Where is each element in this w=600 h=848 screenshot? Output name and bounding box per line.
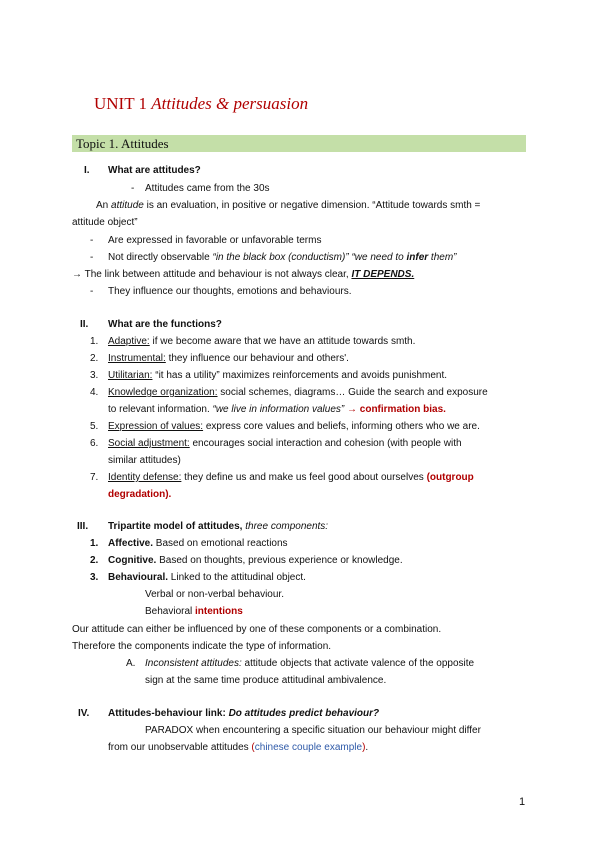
function-knowledge-organization-cont: to relevant information. “we live in information values” → confirmation bias. (108, 404, 446, 415)
section-3-heading: Tripartite model of attitudes, three components: (108, 521, 329, 532)
function-number: 6. (90, 438, 99, 449)
unit-title (94, 94, 308, 114)
component-behavioural: Behavioural. Linked to the attitudinal object. (108, 572, 306, 583)
component-number: 2. (90, 555, 99, 566)
dash-bullet: - (90, 286, 94, 297)
attitude-definition: An attitude is an evaluation, in positive or negative dimension. “Attitude towards smth = (96, 200, 481, 211)
function-knowledge-organization: Knowledge organization: social schemes, diagrams… Guide the search and exposure (108, 387, 488, 398)
section-4-number: IV. (78, 708, 90, 719)
components-paragraph-2: Therefore the components indicate the type of information. (72, 641, 332, 652)
function-utilitarian: Utilitarian: “it has a utility” maximizes reinforcements and avoids punishment. (108, 370, 448, 381)
dash-bullet: - (90, 235, 94, 246)
function-identity-defense-cont: degradation). (108, 489, 172, 500)
topic-heading: Topic 1. Attitudes (76, 136, 169, 151)
function-number: 1. (90, 336, 99, 347)
section-1-heading: What are attitudes? (108, 165, 201, 176)
function-adaptive: Adaptive: if we become aware that we have an attitude towards smth. (108, 336, 416, 347)
section-1-dash-3: Not directly observable “in the black box (conductism)” “we need to infer them” (108, 252, 457, 263)
attitude-definition-cont: attitude object” (72, 217, 138, 228)
page-number: 1 (519, 796, 526, 808)
function-expression-of-values: Expression of values: express core values and beliefs, informing others who we are. (108, 421, 480, 432)
function-instrumental: Instrumental: they influence our behaviour and others'. (108, 353, 349, 364)
paradox-line-1: PARADOX when encountering a specific situation our behaviour might differ (145, 725, 481, 736)
section-3-number: III. (77, 521, 89, 532)
function-number: 3. (90, 370, 99, 381)
section-1-dash-1: Attitudes came from the 30s (145, 183, 270, 194)
inconsistent-attitudes: Inconsistent attitudes: attitude objects that activate valence of the opposite (145, 658, 475, 669)
function-number: 5. (90, 421, 99, 432)
paradox-line-2: from our unobservable attitudes (chinese couple example). (108, 742, 369, 753)
inconsistent-attitudes-cont: sign at the same time produce attitudinal ambivalence. (145, 675, 387, 686)
function-number: 7. (90, 472, 99, 483)
unit-subtitle: Attitudes & persuasion (151, 94, 309, 113)
behavioural-sub-2: Behavioral intentions (145, 606, 243, 617)
dash-bullet: - (90, 252, 94, 263)
function-number: 4. (90, 387, 99, 398)
unit-label: UNIT 1 (94, 94, 148, 113)
dash-bullet: - (131, 183, 135, 194)
component-number: 1. (90, 538, 99, 549)
components-paragraph-1: Our attitude can either be influenced by one of these components or a combination. (72, 624, 442, 635)
section-1-dash-4: They influence our thoughts, emotions and behaviours. (108, 286, 352, 297)
function-identity-defense: Identity defense: they define us and make us feel good about ourselves (outgroup (108, 472, 474, 483)
section-1-dash-2: Are expressed in favorable or unfavorable terms (108, 235, 322, 246)
section-2-heading: What are the functions? (108, 319, 222, 330)
behavioural-sub-1: Verbal or non-verbal behaviour. (145, 589, 284, 600)
component-number: 3. (90, 572, 99, 583)
function-social-adjustment: Social adjustment: encourages social interaction and cohesion (with people with (108, 438, 462, 449)
function-social-adjustment-cont: similar attitudes) (108, 455, 181, 466)
section-1-number: I. (84, 165, 90, 176)
attitude-behaviour-note: → The link between attitude and behaviour is not always clear, IT DEPENDS. (72, 269, 415, 280)
component-cognitive: Cognitive. Based on thoughts, previous experience or knowledge. (108, 555, 403, 566)
section-2-number: II. (80, 319, 89, 330)
component-affective: Affective. Based on emotional reactions (108, 538, 288, 549)
function-number: 2. (90, 353, 99, 364)
subpoint-a-label: A. (126, 658, 136, 669)
section-4-heading: Attitudes-behaviour link: Do attitudes predict behaviour? (108, 708, 380, 719)
